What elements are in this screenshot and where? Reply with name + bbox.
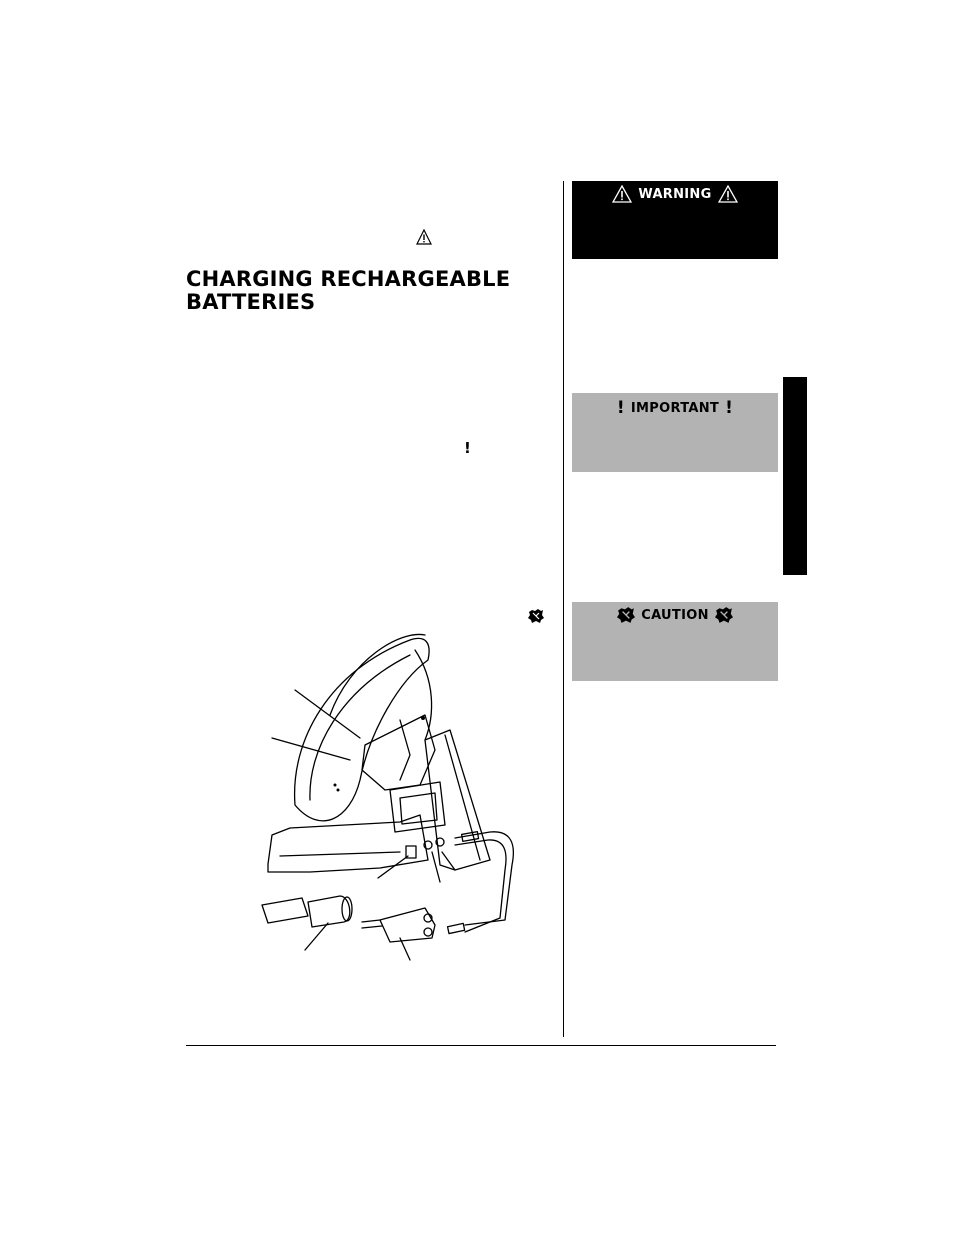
caution-hand-icon bbox=[715, 607, 733, 623]
exclamation-icon: ! bbox=[725, 398, 734, 418]
caution-title bbox=[572, 607, 778, 623]
warning-label: WARNING bbox=[638, 186, 712, 202]
headphone-dome bbox=[295, 638, 430, 820]
y-adapter bbox=[380, 908, 435, 942]
warning-triangle-icon bbox=[718, 185, 738, 203]
warning-title bbox=[572, 185, 778, 203]
warning-triangle-icon bbox=[416, 229, 432, 245]
caution-box bbox=[572, 602, 778, 681]
section-tab bbox=[783, 377, 807, 575]
caution-label: CAUTION bbox=[641, 607, 709, 623]
transmitter-illustration bbox=[250, 620, 560, 980]
page-title: CHARGING RECHARGEABLE BATTERIES bbox=[186, 267, 511, 314]
exclamation-icon: ! bbox=[464, 439, 471, 457]
exclamation-icon: ! bbox=[616, 398, 625, 418]
earcup bbox=[362, 715, 435, 790]
front-panel bbox=[390, 782, 445, 832]
warning-triangle-icon bbox=[612, 185, 632, 203]
footer-rule bbox=[186, 1045, 776, 1046]
caution-hand-icon bbox=[617, 607, 635, 623]
plug-adapter bbox=[262, 898, 308, 923]
warning-box bbox=[572, 181, 778, 259]
important-box bbox=[572, 393, 778, 472]
important-label: IMPORTANT bbox=[630, 400, 720, 416]
column-divider bbox=[563, 181, 564, 1037]
important-title bbox=[572, 398, 778, 418]
